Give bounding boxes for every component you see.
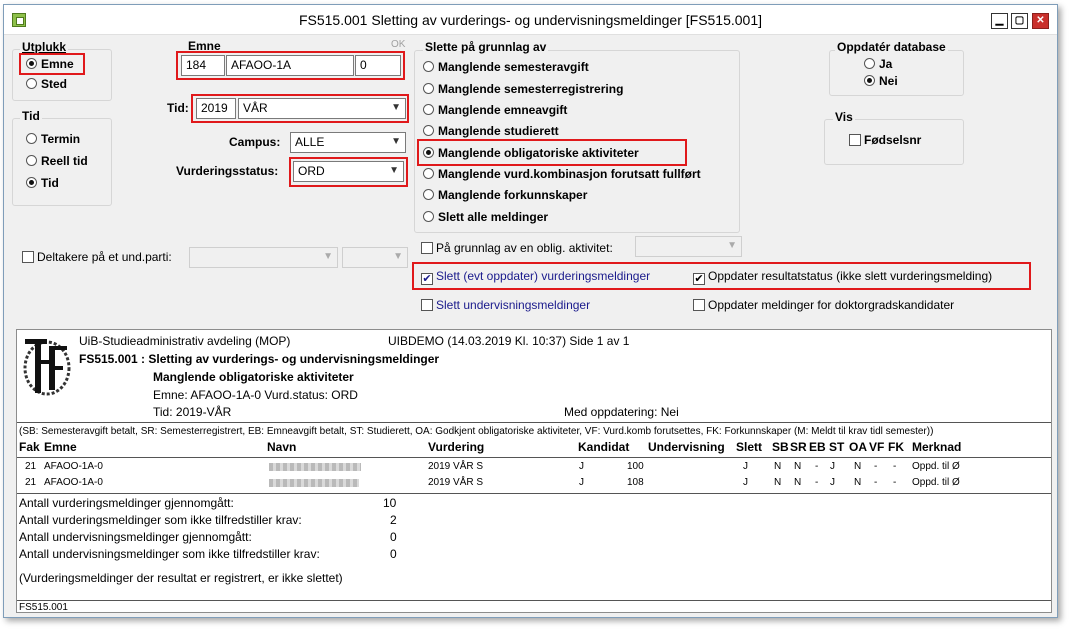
report-note: (Vurderingsmeldinger der resultat er registrert, er ikke slettet) — [19, 571, 343, 585]
radio-empty-icon — [423, 189, 434, 200]
cell-st: J — [830, 461, 835, 472]
radio-empty-icon — [26, 133, 37, 144]
report-title: FS515.001 : Sletting av vurderings- og undervisningsmeldinger — [79, 352, 440, 366]
report-footer: FS515.001 — [19, 602, 68, 613]
chevron-down-icon: ▼ — [727, 240, 737, 251]
col-merknad: Merknad — [912, 440, 962, 454]
highlight-emne — [176, 51, 405, 80]
col-eb: EB — [809, 440, 826, 454]
cell-slett: J — [743, 477, 748, 488]
col-emne: Emne — [44, 440, 77, 454]
report-update-line: Med oppdatering: Nei — [564, 405, 679, 419]
fs-logo-icon — [21, 336, 73, 396]
report-subtitle: Manglende obligatoriske aktiviteter — [153, 370, 354, 384]
col-undervisning: Undervisning — [648, 440, 725, 454]
redacted-name — [269, 463, 361, 471]
checkbox-empty-icon — [421, 242, 433, 254]
slette-label: Slette på grunnlag av — [425, 40, 547, 54]
chevron-down-icon: ▼ — [393, 251, 403, 262]
cell-kand-flag: J — [579, 477, 584, 488]
report-org: UiB-Studieadministrativ avdeling (MOP) — [79, 334, 291, 348]
radio-slette-studierett[interactable]: Manglende studierett — [423, 124, 559, 138]
slett-und-checkbox[interactable]: Slett undervisningsmeldinger — [421, 298, 590, 312]
col-st: ST — [829, 440, 845, 454]
summary-value: 0 — [390, 530, 397, 544]
cell-merknad: Oppd. til Ø — [912, 461, 960, 472]
col-fk: FK — [888, 440, 904, 454]
radio-oppdater-nei[interactable]: Nei — [864, 74, 898, 88]
cell-sb: N — [774, 477, 782, 488]
col-sr: SR — [790, 440, 807, 454]
report-rows-divider — [17, 493, 1051, 494]
cell-eb: - — [815, 461, 819, 472]
redacted-name — [269, 479, 359, 487]
radio-empty-icon — [423, 168, 434, 179]
report-emne-line: Emne: AFAOO-1A-0 Vurd.status: ORD — [153, 388, 358, 402]
checkbox-empty-icon — [421, 299, 433, 311]
report-header-divider — [17, 457, 1051, 458]
cell-merknad: Oppd. til Ø — [912, 477, 960, 488]
oppdater-db-label: Oppdatér database — [837, 40, 946, 54]
checkbox-empty-icon — [22, 251, 34, 263]
radio-tid-reell[interactable]: Reell tid — [26, 154, 88, 168]
cell-emne: AFAOO-1A-0 — [44, 477, 103, 488]
highlight-tid — [191, 94, 409, 123]
col-slett: Slett — [736, 440, 763, 454]
summary-label: Antall undervisningsmeldinger gjennomgått: — [19, 530, 252, 544]
cell-fak: 21 — [25, 461, 37, 472]
cell-vf: - — [874, 477, 878, 488]
deltakere-parti-select[interactable] — [189, 247, 338, 268]
highlight-vurderingsstatus — [289, 157, 408, 187]
cell-slett: J — [743, 461, 748, 472]
radio-selected-icon — [864, 75, 875, 86]
col-sb: SB — [772, 440, 789, 454]
cell-oa: N — [854, 461, 862, 472]
emne-institution-field[interactable]: 184 — [181, 55, 225, 76]
summary-value: 10 — [383, 496, 397, 510]
checkmark-icon: ✔ — [694, 273, 704, 285]
close-button[interactable]: ✕ — [1032, 13, 1049, 29]
utplukk-label: Utplukk — [22, 40, 67, 54]
summary-label: Antall vurderingsmeldinger gjennomgått: — [19, 496, 234, 510]
radio-empty-icon — [864, 58, 875, 69]
cell-oa: N — [854, 477, 862, 488]
campus-label: Campus: — [229, 135, 281, 149]
cell-sr: N — [794, 461, 802, 472]
slett-vurd-checkbox[interactable]: ✔ Slett (evt oppdater) vurderingsmeldinger — [422, 269, 651, 285]
vis-label: Vis — [835, 110, 853, 124]
col-vurdering: Vurdering — [428, 440, 485, 454]
window-title: FS515.001 Sletting av vurderings- og undervisningsmeldinger [FS515.001] — [298, 12, 763, 28]
campus-select[interactable]: ALLE ▼ — [290, 132, 406, 153]
radio-empty-icon — [423, 83, 434, 94]
highlight-slette-obligatoriske — [417, 139, 687, 166]
report-divider — [17, 422, 1051, 423]
cell-emne: AFAOO-1A-0 — [44, 461, 103, 472]
radio-slette-alle[interactable]: Slett alle meldinger — [423, 210, 548, 224]
col-navn: Navn — [267, 440, 297, 454]
report-legend: (SB: Semesteravgift betalt, SR: Semesterregistrert, EB: Emneavgift betalt, ST: Studierett, OA: Godkjent obligatoriske aktiviteter, VF: Vurd.komb forutsettes, FK: Forkunnskaper (M: Meldt til krav tidl semester)) — [19, 426, 934, 437]
deltakere-checkbox[interactable]: Deltakere på et und.parti: — [22, 250, 172, 264]
tid-year-field[interactable]: 2019 — [196, 98, 236, 119]
radio-empty-icon — [423, 61, 434, 72]
title-bar — [4, 5, 1057, 35]
cell-vurdering: 2019 VÅR S — [428, 461, 484, 472]
emne-label: Emne — [188, 39, 221, 53]
oppdater-doktor-checkbox[interactable]: Oppdater meldinger for doktorgradskandidater — [693, 298, 954, 312]
oppdater-db-group — [829, 50, 964, 96]
radio-empty-icon — [26, 78, 37, 89]
report-footer-divider — [17, 600, 1051, 601]
chevron-down-icon: ▼ — [389, 165, 399, 176]
checkbox-empty-icon — [849, 134, 861, 146]
checkmark-icon: ✔ — [422, 273, 432, 285]
chevron-down-icon: ▼ — [391, 136, 401, 147]
highlight-options — [412, 262, 1031, 290]
radio-slette-emneavgift[interactable]: Manglende emneavgift — [423, 103, 567, 117]
radio-slette-obligatoriske[interactable]: Manglende obligatoriske aktiviteter — [423, 146, 639, 160]
chevron-down-icon: ▼ — [323, 251, 333, 262]
summary-value: 2 — [390, 513, 397, 527]
cell-st: J — [830, 477, 835, 488]
col-vf: VF — [869, 440, 885, 454]
cell-kandidat: 108 — [627, 477, 644, 488]
report-tid-line: Tid: 2019-VÅR — [153, 405, 232, 419]
radio-empty-icon — [423, 104, 434, 115]
cell-sb: N — [774, 461, 782, 472]
radio-oppdater-ja[interactable]: Ja — [864, 57, 892, 71]
cell-fk: - — [893, 461, 897, 472]
radio-slette-semesterregistrering[interactable]: Manglende semesterregistrering — [423, 82, 623, 96]
radio-utplukk-emne[interactable]: Emne — [26, 57, 74, 71]
emne-code-field[interactable]: AFAOO-1A — [226, 55, 354, 76]
radio-empty-icon — [423, 211, 434, 222]
main-window — [3, 4, 1058, 618]
chevron-down-icon: ▼ — [391, 102, 401, 113]
fodselsnr-checkbox[interactable]: Fødselsnr — [849, 133, 921, 147]
radio-empty-icon — [423, 125, 434, 136]
cell-vf: - — [874, 461, 878, 472]
tid-label: Tid: — [167, 101, 189, 115]
vurderingsstatus-label: Vurderingsstatus: — [176, 164, 279, 178]
col-oa: OA — [849, 440, 867, 454]
col-kandidat: Kandidat — [578, 440, 630, 454]
emne-version-field[interactable]: 0 — [355, 55, 401, 76]
col-fak: Fak — [19, 440, 40, 454]
highlight-utplukk — [19, 53, 85, 75]
cell-eb: - — [815, 477, 819, 488]
oblig-aktivitet-checkbox[interactable]: På grunnlag av en oblig. aktivitet: — [421, 241, 613, 255]
cell-fk: - — [893, 477, 897, 488]
radio-slette-forkunnskaper[interactable]: Manglende forkunnskaper — [423, 188, 587, 202]
radio-tid-termin[interactable]: Termin — [26, 132, 80, 146]
cell-kandidat: 100 — [627, 461, 644, 472]
radio-tid-tid[interactable]: Tid — [26, 176, 59, 190]
radio-selected-icon — [26, 177, 37, 188]
vurderingsstatus-select[interactable]: ORD ▼ — [293, 161, 404, 182]
tid-term-select[interactable]: VÅR ▼ — [238, 98, 406, 119]
cell-sr: N — [794, 477, 802, 488]
radio-slette-semesteravgift[interactable]: Manglende semesteravgift — [423, 60, 589, 74]
radio-slette-vurdkombinasjon[interactable]: Manglende vurd.kombinasjon forutsatt fullført — [423, 167, 701, 181]
cell-fak: 21 — [25, 477, 37, 488]
cell-kand-flag: J — [579, 461, 584, 472]
maximize-button[interactable]: ▢ — [1011, 13, 1028, 29]
minimize-button[interactable]: ▁ — [991, 13, 1008, 29]
summary-value: 0 — [390, 547, 397, 561]
radio-utplukk-sted[interactable]: Sted — [26, 77, 67, 91]
deltakere-parti-select-2[interactable] — [342, 247, 408, 268]
cell-vurdering: 2019 VÅR S — [428, 477, 484, 488]
checkbox-empty-icon — [693, 299, 705, 311]
oppdater-resultat-checkbox[interactable]: ✔ Oppdater resultatstatus (ikke slett vurderingsmelding) — [694, 269, 993, 285]
summary-label: Antall undervisningsmeldinger som ikke tilfredstiller krav: — [19, 547, 320, 561]
report-system: UIBDEMO (14.03.2019 Kl. 10:37) Side 1 av 1 — [388, 334, 630, 348]
report-preview — [16, 329, 1052, 613]
emne-ok-label: OK — [391, 39, 406, 50]
radio-empty-icon — [26, 155, 37, 166]
tid-group-label: Tid — [22, 109, 40, 123]
oblig-aktivitet-select[interactable] — [635, 236, 742, 257]
summary-label: Antall vurderingsmeldinger som ikke tilfredstiller krav: — [19, 513, 302, 527]
